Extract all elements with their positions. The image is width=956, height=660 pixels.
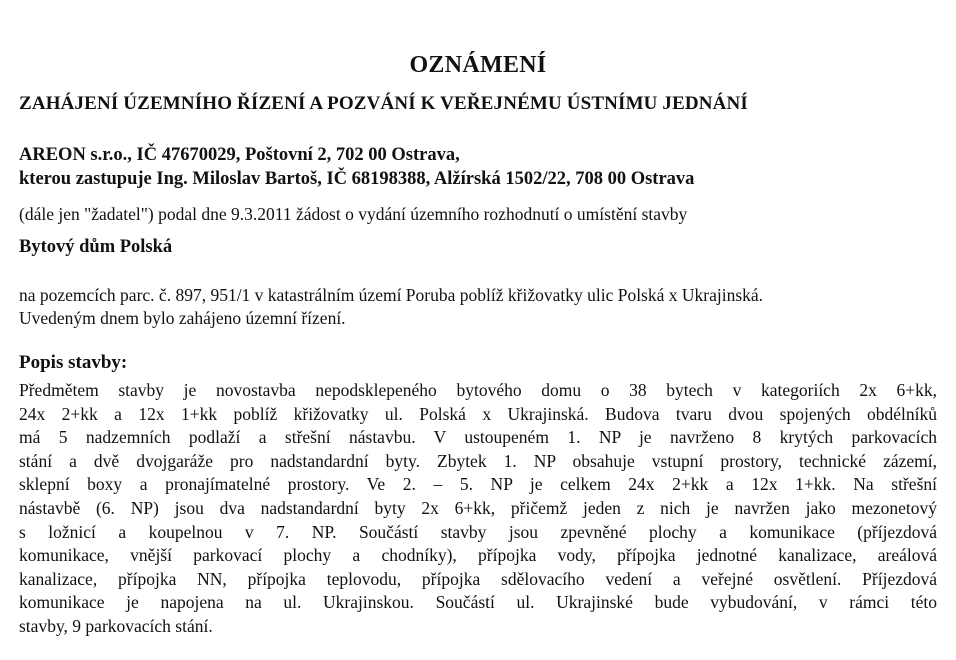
description-line: s ložnicí a koupelnou v 7. NP. Součástí stavby jsou zpevněné plochy a komunikace (příjezdová <box>19 521 937 542</box>
description-line: stavby, 9 parkovacích stání. <box>19 615 213 636</box>
description-line: sklepní boxy a pronajímatelné prostory. Ve 2. – 5. NP je celkem 24x 2+kk a 12x 1+kk. Na střešní <box>19 474 937 495</box>
building-name: Bytový dům Polská <box>19 237 173 257</box>
applicant-line-1: AREON s.r.o., IČ 47670029, Poštovní 2, 702 00 Ostrava, <box>19 145 460 165</box>
section-heading-popis-stavby: Popis stavby: <box>19 352 128 373</box>
description-line: kanalizace, přípojka NN, přípojka teplovodu, přípojka sdělovacího vedení a veřejné osvětlení. Příjezdová <box>19 568 937 589</box>
description-line: komunikace, vnější parkovací plochy a chodníky), přípojka vody, přípojka jednotné kanalizace, areálová <box>19 545 937 566</box>
description-line: má 5 nadzemních podlaží a střešní nástavbu. V ustoupeném 1. NP je navrženo 8 krytých parkovacích <box>19 427 937 448</box>
description-line: Předmětem stavby je novostavba nepodsklepeného bytového domu o 38 bytech v kategoriích 2x 6+kk, <box>19 380 937 400</box>
applicant-line-2: kterou zastupuje Ing. Miloslav Bartoš, IČ 68198388, Alžírská 1502/22, 708 00 Ostrava <box>19 169 695 189</box>
description-line: nástavbě (6. NP) jsou dva nadstandardní byty 2x 6+kk, přičemž jeden z nich je navržen jako mezonetový <box>19 497 937 518</box>
document-subtitle: ZAHÁJENÍ ÚZEMNÍHO ŘÍZENÍ A POZVÁNÍ K VEŘEJNÉMU ÚSTNÍMU JEDNÁNÍ <box>19 93 748 114</box>
location-line-2: Uvedeným dnem bylo zahájeno územní řízení. <box>19 308 346 328</box>
request-line: (dále jen "žadatel") podal dne 9.3.2011 žádost o vydání územního rozhodnutí o umístění stavby <box>19 204 688 224</box>
description-paragraph <box>19 379 937 639</box>
document-title: OZNÁMENÍ <box>409 52 547 78</box>
description-line: 24x 2+kk a 12x 1+kk poblíž křižovatky ul. Polská x Ukrajinská. Budova tvaru dvou spojených obdélníků <box>19 403 937 424</box>
description-line: stání a dvě dvojgaráže pro nadstandardní byty. Zbytek 1. NP obsahuje vstupní prostory, technické zázemí, <box>19 450 937 471</box>
location-line-1: na pozemcích parc. č. 897, 951/1 v katastrálním území Poruba poblíž křižovatky ulic Polská x Ukrajinská. <box>19 285 764 305</box>
description-line: komunikace je napojena na ul. Ukrajinskou. Součástí ul. Ukrajinské bude vybudování, v rámci této <box>19 592 937 613</box>
